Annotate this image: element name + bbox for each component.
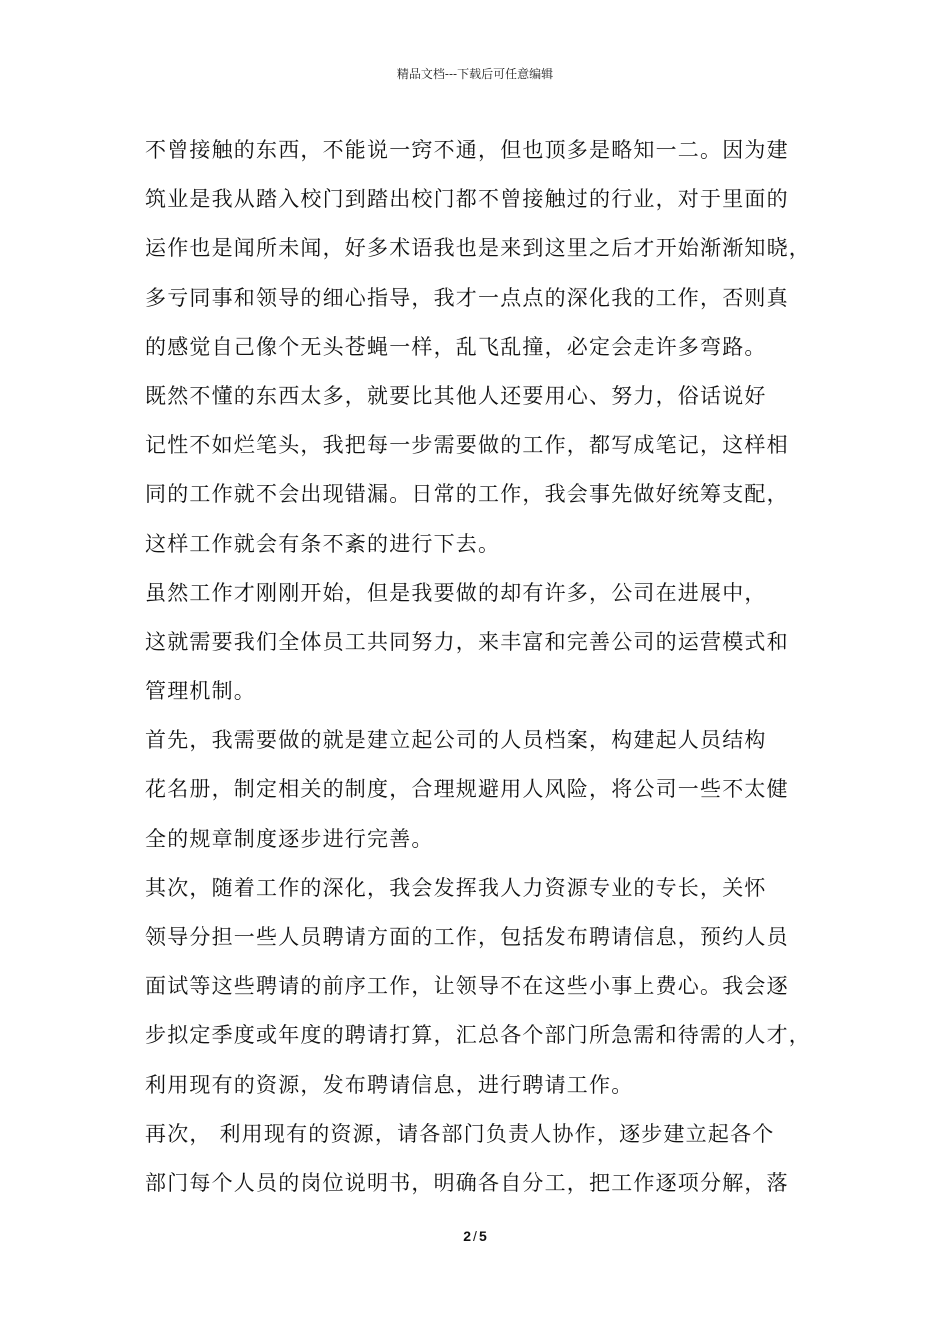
text-line: 其次，随着工作的深化，我会发挥我人力资源专业的专长，关怀: [145, 875, 767, 900]
text-line: 领导分担一些人员聘请方面的工作，包括发布聘请信息，预约人员: [145, 925, 789, 949]
page-footer: [0, 1226, 950, 1246]
text-line: 运作也是闻所未闻，好多术语我也是来到这里之后才开始渐渐知晓，: [145, 236, 811, 261]
text-line: 这就需要我们全体员工共同努力，来丰富和完善公司的运营模式和: [145, 629, 789, 654]
text-line: 筑业是我从踏入校门到踏出校门都不曾接触过的行业，对于里面的: [145, 187, 789, 212]
header-text: 精品文档---下载后可任意编辑: [396, 67, 554, 81]
text-line: 部门每个人员的岗位说明书，明确各自分工，把工作逐项分解，落: [145, 1170, 789, 1195]
text-line: 不曾接触的东西，不能说一窍不通，但也顶多是略知一二。因为建: [145, 138, 789, 162]
text-line: 步拟定季度或年度的聘请打算，汇总各个部门所急需和待需的人才，: [145, 1023, 811, 1048]
text-line: 记性不如烂笔头，我把每一步需要做的工作，都写成笔记，这样相: [145, 433, 789, 458]
text-line: 这样工作就会有条不紊的进行下去。: [145, 531, 501, 556]
document-body: [145, 126, 811, 1208]
page-number-current: 2: [463, 1228, 472, 1244]
paragraph-1: [145, 126, 811, 372]
paragraph-6: [145, 1110, 807, 1208]
text-line: 多亏同事和领导的细心指导，我才一点点的深化我的工作，否则真: [145, 285, 789, 310]
page-number-total: 5: [478, 1228, 487, 1244]
paragraph-3: [145, 569, 807, 717]
text-line: 首先，我需要做的就是建立起公司的人员档案，构建起人员结构: [145, 728, 767, 753]
paragraph-5: [145, 864, 811, 1110]
text-line: 同的工作就不会出现错漏。日常的工作，我会事先做好统筹支配，: [145, 482, 789, 507]
paragraph-2: [145, 372, 807, 569]
text-line: 虽然工作才刚刚开始，但是我要做的却有许多，公司在进展中，: [145, 580, 767, 605]
page-number-separator: /: [473, 1228, 477, 1244]
text-line: 既然不懂的东西太多，就要比其他人还要用心、努力，俗话说好: [145, 383, 767, 408]
text-line: 再次， 利用现有的资源，请各部门负责人协作，逐步建立起各个: [145, 1121, 775, 1146]
text-line: 全的规章制度逐步进行完善。: [145, 826, 434, 851]
text-line: 的感觉自己像个无头苍蝇一样，乱飞乱撞，必定会走许多弯路。: [145, 334, 767, 359]
text-line: 管理机制。: [145, 679, 256, 704]
text-line: 花名册，制定相关的制度，合理规避用人风险，将公司一些不太健: [145, 777, 789, 802]
text-line: 利用现有的资源，发布聘请信息，进行聘请工作。: [145, 1072, 634, 1097]
text-line: 面试等这些聘请的前序工作，让领导不在这些小事上费心。我会逐: [145, 974, 789, 999]
paragraph-4: [145, 716, 807, 864]
page-header: [0, 66, 950, 82]
